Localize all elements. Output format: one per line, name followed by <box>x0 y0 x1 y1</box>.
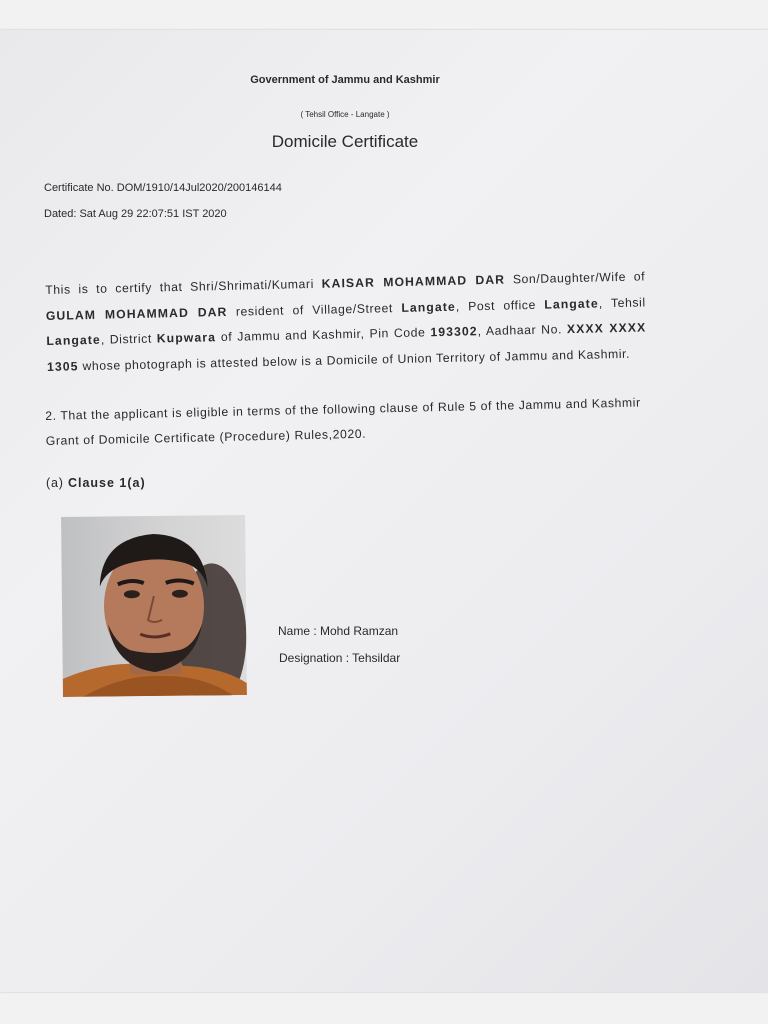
applicant-name: KAISAR MOHAMMAD DAR <box>321 272 506 291</box>
parent-name: GULAM MOHAMMAD DAR <box>45 304 228 323</box>
tehsil-office-line: ( Tehsil Office - Langate ) <box>300 110 390 119</box>
certificate-number: Certificate No. DOM/1910/14Jul2020/200146144 <box>44 182 282 194</box>
portrait-image <box>61 515 247 697</box>
aadhaar-value: XXXX XXXX 1305 <box>46 320 647 374</box>
government-heading: Government of Jammu and Kashmir <box>250 74 440 86</box>
clause-value: Clause 1(a) <box>67 476 146 490</box>
village-value: Langate <box>401 299 456 315</box>
district-value: Kupwara <box>156 330 217 346</box>
post-office-value: Langate <box>544 295 599 312</box>
certification-paragraph: This is to certify that Shri/Shrimati/Kumari KAISAR MOHAMMAD DAR Son/Daughter/Wife of GULAM MOHAMMAD DAR resident of Village/Street Langate, Post office Langate, Tehsil Langate, District Kupwara of Jammu and Kashmir, Pin Code 193302, Aadhaar No. XXXX XXXX 1305 whose photograph is attested below is a Domicile of Union Territory of Jammu and Kashmir. <box>45 269 647 374</box>
eligibility-paragraph: 2. That the applicant is eligible in terms of the following clause of Rule 5 of the Jammu and Kashmir Grant of Domicile Certificate (Procedure) Rules,2020. <box>45 395 641 448</box>
certificate-paper <box>0 30 768 992</box>
certificate-title: Domicile Certificate <box>271 132 419 151</box>
clause-line: (a) Clause 1(a) <box>46 476 146 490</box>
certificate-date: Dated: Sat Aug 29 22:07:51 IST 2020 <box>44 208 227 220</box>
tehsil-value: Langate <box>46 332 102 348</box>
pin-code-value: 193302 <box>430 324 478 340</box>
applicant-photograph <box>61 515 247 697</box>
signatory-name: Name : Mohd Ramzan <box>278 624 399 638</box>
signatory-designation: Designation : Tehsildar <box>279 651 401 665</box>
